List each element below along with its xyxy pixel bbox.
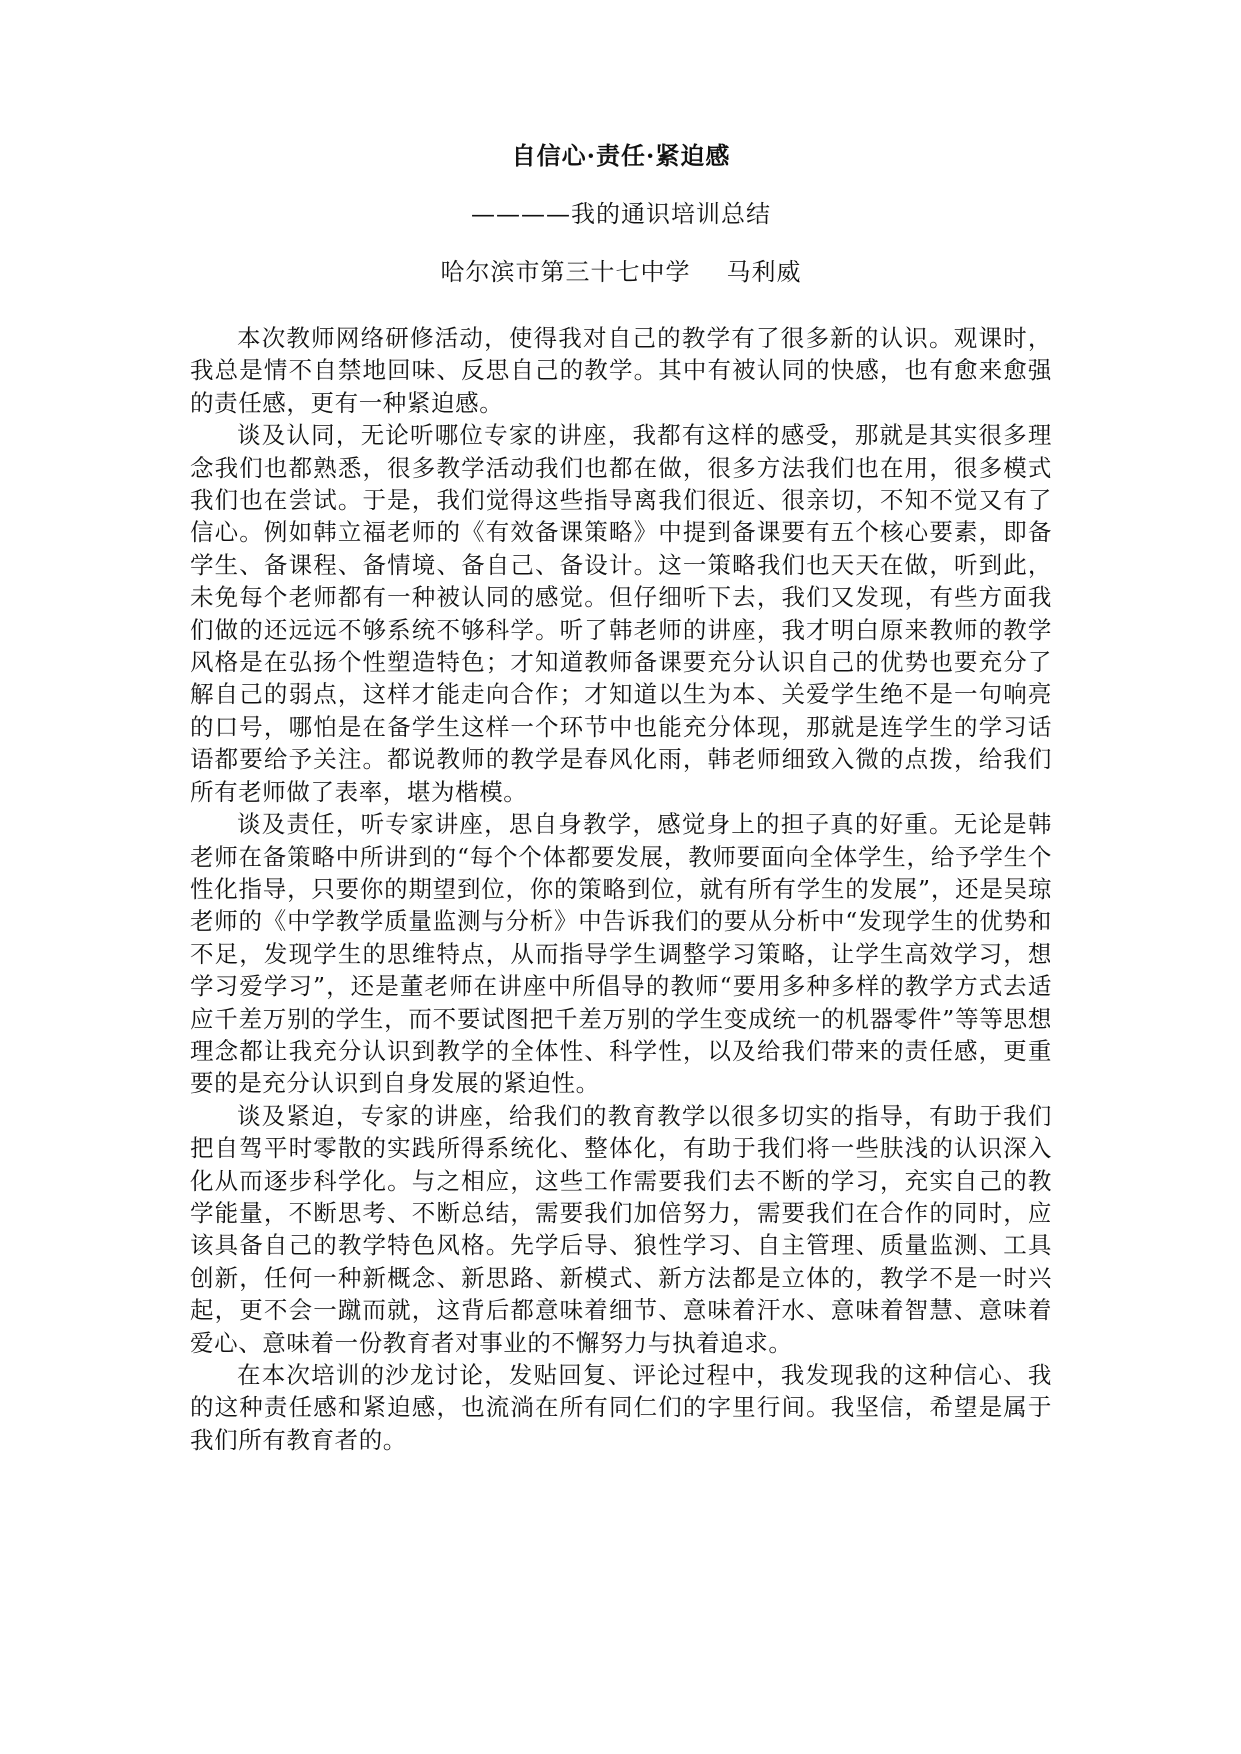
document-body: [190, 322, 1052, 1456]
document-title: 自信心·责任·紧迫感: [511, 141, 731, 170]
document-page: [190, 140, 1052, 1456]
author-school: 哈尔滨市第三十七中学: [440, 258, 691, 286]
paragraph-urgency: 谈及紧迫，专家的讲座，给我们的教育教学以很多切实的指导，有助于我们把自驾平时零散的实践所得系统化、整体化，有助于我们将一些肤浅的认识深入化从而逐步科学化。与之相应，这些工作需要我们去不断的学习，充实自己的教学能量，不断思考、不断总结，需要我们加倍努力，需要我们在合作的同时，应该具备自己的教学特色风格。先学后导、狼性学习、自主管理、质量监测、工具创新，任何一种新概念、新思路、新模式、新方法都是立体的，教学不是一时兴起，更不会一蹴而就，这背后都意味着细节、意味着汗水、意味着智慧、意味着爱心、意味着一份教育者对事业的不懈努力与执着追求。: [190, 1101, 1052, 1357]
document-subtitle: ————我的通识培训总结: [471, 200, 771, 228]
author-name: 马利威: [726, 258, 802, 286]
author-line: [190, 256, 1052, 288]
paragraph-recognition: 谈及认同，无论听哪位专家的讲座，我都有这样的感受，那就是其实很多理念我们也都熟悉，很多教学活动我们也都在做，很多方法我们也在用，很多模式我们也在尝试。于是，我们觉得这些指导离我们很近、很亲切，不知不觉又有了信心。例如韩立福老师的《有效备课策略》中提到备课要有五个核心要素，即备学生、备课程、备情境、备自己、备设计。这一策略我们也天天在做，听到此，未免每个老师都有一种被认同的感觉。但仔细听下去，我们又发现，有些方面我们做的还远远不够系统不够科学。听了韩老师的讲座，我才明白原来教师的教学风格是在弘扬个性塑造特色；才知道教师备课要充分认识自己的优势也要充分了解自己的弱点，这样才能走向合作；才知道以生为本、关爱学生绝不是一句响亮的口号，哪怕是在备学生这样一个环节中也能充分体现，那就是连学生的学习话语都要给予关注。都说教师的教学是春风化雨，韩老师细致入微的点拨，给我们所有老师做了表率，堪为楷模。: [190, 421, 1052, 806]
paragraph-conclusion: 在本次培训的沙龙讨论，发贴回复、评论过程中，我发现我的这种信心、我的这种责任感和紧迫感，也流淌在所有同仁们的字里行间。我坚信，希望是属于我们所有教育者的。: [190, 1361, 1052, 1454]
paragraph-responsibility: 谈及责任，听专家讲座，思自身教学，感觉身上的担子真的好重。无论是韩老师在备策略中所讲到的“每个个体都要发展，教师要面向全体学生，给予学生个性化指导，只要你的期望到位，你的策略到位，就有所有学生的发展”，还是吴琼老师的《中学教学质量监测与分析》中告诉我们的要从分析中“发现学生的优势和不足，发现学生的思维特点，从而指导学生调整学习策略，让学生高效学习，想学习爱学习”，还是董老师在讲座中所倡导的教师“要用多种多样的教学方式去适应千差万别的学生，而不要试图把千差万别的学生变成统一的机器零件”等等思想理念都让我充分认识到教学的全体性、科学性，以及给我们带来的责任感，更重要的是充分认识到自身发展的紧迫性。: [190, 810, 1052, 1098]
paragraph-intro: 本次教师网络研修活动，使得我对自己的教学有了很多新的认识。观课时，我总是情不自禁地回味、反思自己的教学。其中有被认同的快感，也有愈来愈强的责任感，更有一种紧迫感。: [190, 324, 1052, 417]
